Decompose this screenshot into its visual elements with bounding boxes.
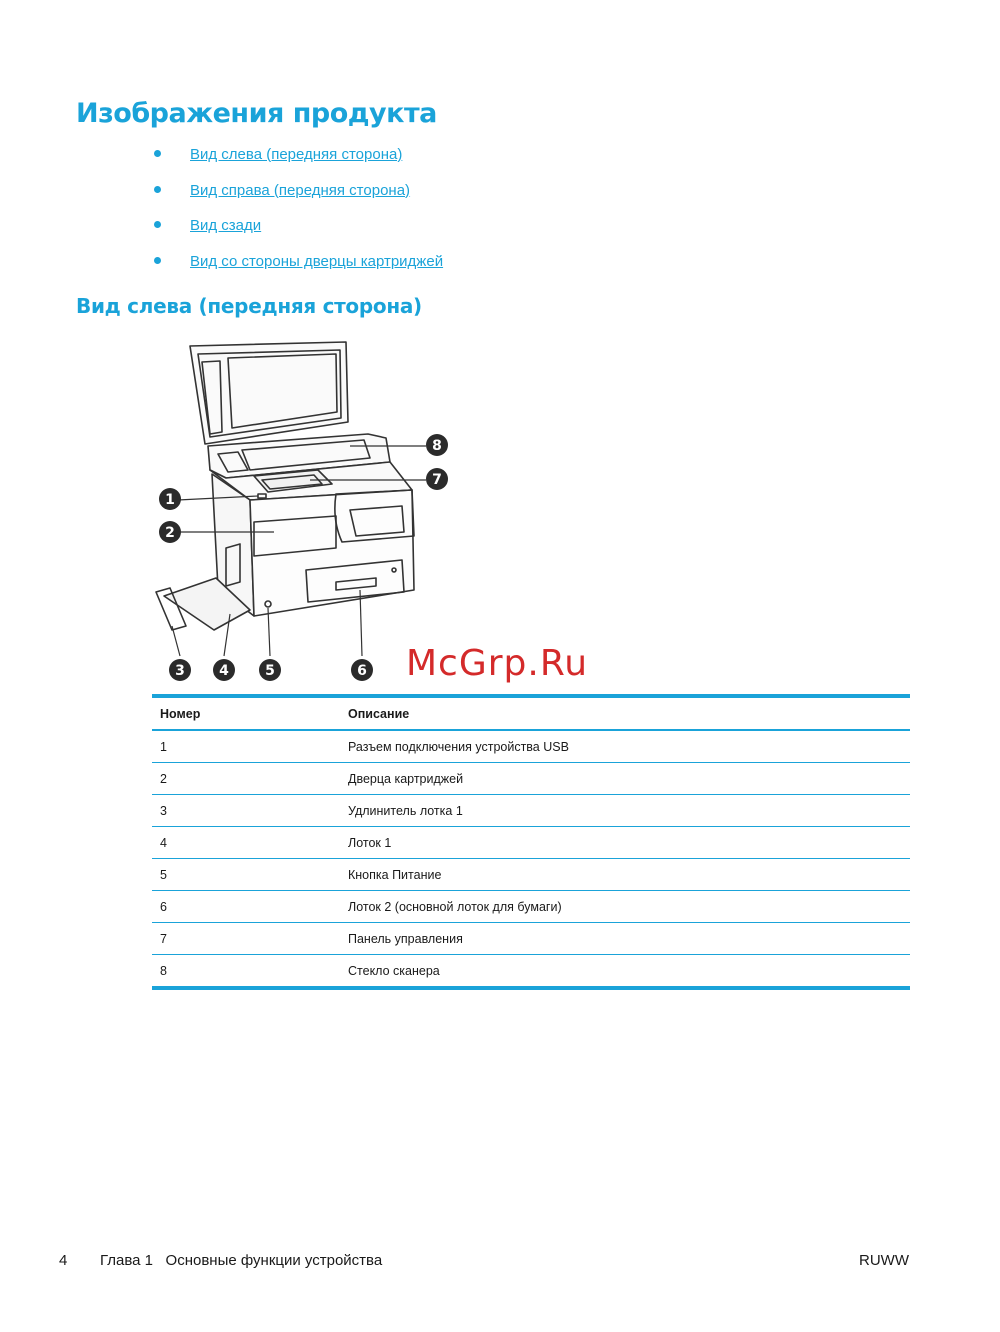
table-row (152, 891, 910, 923)
callout-label: 3 (175, 663, 185, 679)
cell-number: 3 (160, 804, 167, 818)
watermark: McGrp.Ru (406, 643, 589, 684)
column-header-number: Номер (160, 707, 201, 721)
chapter-title: Глава 1 Основные функции устройства (100, 1252, 383, 1269)
callout-label: 7 (432, 472, 442, 488)
toc-link-back[interactable]: Вид сзади (190, 217, 262, 234)
cell-description: Панель управления (348, 932, 463, 946)
column-header-description: Описание (348, 707, 410, 721)
callout-label: 1 (165, 492, 175, 508)
callout-label: 5 (265, 663, 275, 679)
table-row (152, 923, 910, 955)
callout-7 (426, 468, 448, 490)
section-heading: Вид слева (передняя сторона) (76, 294, 422, 318)
cell-number: 1 (160, 740, 167, 754)
table-row (152, 859, 910, 891)
page-title: Изображения продукта (76, 98, 437, 129)
toc-link-cartridge-door[interactable]: Вид со стороны дверцы картриджей (190, 252, 444, 270)
cell-description: Кнопка Питание (348, 868, 442, 882)
callout-5 (259, 659, 281, 681)
bullet-icon (154, 221, 161, 228)
callout-8 (426, 434, 448, 456)
callout-label: 6 (357, 663, 367, 679)
cell-description: Дверца картриджей (348, 772, 464, 786)
cell-description: Лоток 1 (348, 836, 392, 850)
toc-link-left-front[interactable]: Вид слева (передняя сторона) (190, 146, 403, 163)
callout-2 (159, 521, 181, 543)
callout-1 (159, 488, 181, 510)
cell-description: Стекло сканера (348, 964, 440, 978)
cell-number: 4 (160, 836, 167, 850)
callout-3 (169, 659, 191, 681)
page-number: 4 (59, 1252, 68, 1269)
callout-4 (213, 659, 235, 681)
table-row (152, 955, 910, 986)
parts-table (152, 694, 910, 990)
table-row (152, 731, 910, 763)
bullet-icon (154, 150, 161, 157)
document-code: RUWW (859, 1252, 909, 1269)
callout-label: 2 (165, 525, 175, 541)
cell-description: Разъем подключения устройства USB (348, 740, 569, 754)
callout-label: 4 (219, 663, 229, 679)
table-row (152, 795, 910, 827)
bullet-icon (154, 186, 161, 193)
callout-6 (351, 659, 373, 681)
table-row (152, 827, 910, 859)
cell-description: Удлинитель лотка 1 (348, 804, 463, 818)
cell-number: 8 (160, 964, 167, 978)
cell-number: 2 (160, 772, 167, 786)
cell-number: 7 (160, 932, 167, 946)
cell-number: 5 (160, 868, 167, 882)
table-row (152, 763, 910, 795)
printer-illustration (150, 334, 470, 690)
bullet-icon (154, 257, 161, 264)
cell-description: Лоток 2 (основной лоток для бумаги) (348, 900, 562, 914)
toc-link-right-front[interactable]: Вид справа (передняя сторона) (190, 181, 411, 199)
callout-label: 8 (432, 438, 442, 454)
table-header-row (152, 698, 910, 731)
cell-number: 6 (160, 900, 167, 914)
